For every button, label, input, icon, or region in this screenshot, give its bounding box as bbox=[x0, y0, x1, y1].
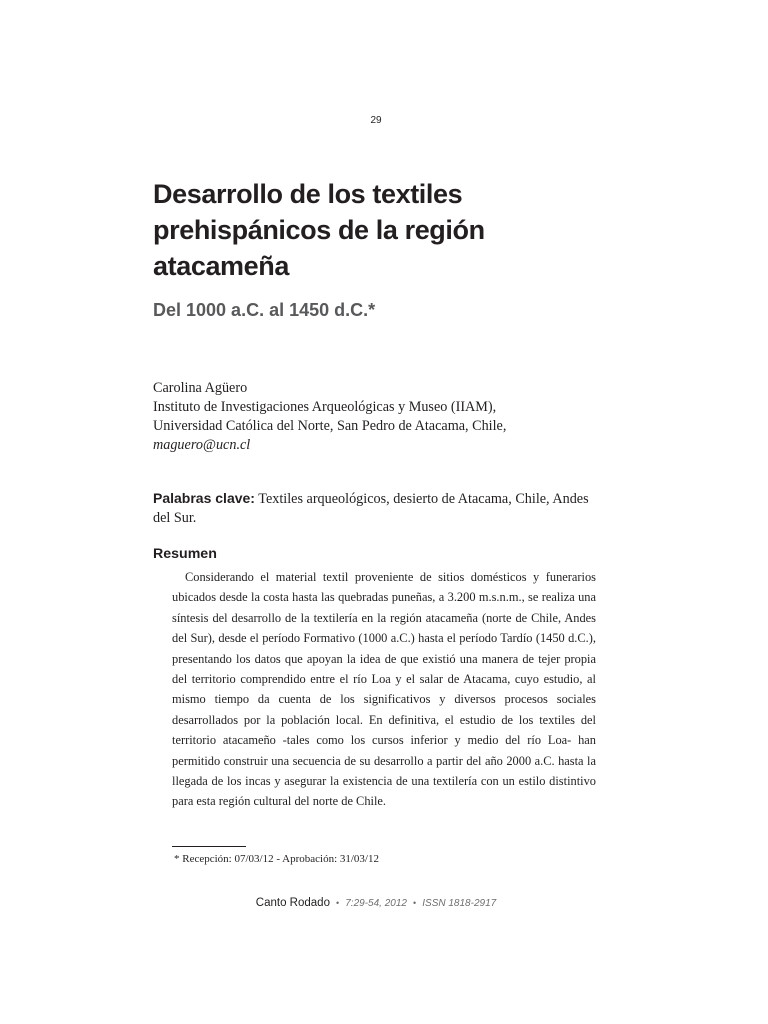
author-affiliation: Instituto de Investigaciones Arqueológicas y Museo (IIAM), bbox=[153, 399, 497, 415]
page-number: 29 bbox=[370, 115, 382, 126]
footnote-divider bbox=[172, 846, 246, 847]
author-block bbox=[153, 379, 613, 455]
footnote: * Recepción: 07/03/12 - Aprobación: 31/03/12 bbox=[174, 853, 379, 865]
abstract-body: Considerando el material textil proveniente de sitios domésticos y funerarios ubicados desde la costa hasta las quebradas puneñas, a 3.200 m.s.n.m., se realiza una síntesis del desarrollo de la textilería en la región atacameña (norte de Chile, Andes del Sur), desde el período Formativo (1000 a.C.) hasta el período Tardío (1450 d.C.), presentando los datos que apoyan la idea de que existió una manera de tejer propia del territorio comprendido entre el río Loa y el salar de Atacama, cuyo estudio, al mismo tiempo da cuenta de los significativos y diversos procesos sociales desarrollados por la población local. En definitiva, el estudio de los textiles del territorio atacameño -tales como los cursos inferior y medio del río Loa- han permitido construir una secuencia de su desarrollo a partir del año 2000 a.C. hasta la llegada de los incas y asegurar la existencia de una textilería con un estilo distintivo para esta región cultural del norte de Chile. bbox=[172, 570, 596, 809]
article-subtitle: Del 1000 a.C. al 1450 d.C.* bbox=[153, 300, 376, 320]
keywords-label: Palabras clave: bbox=[153, 490, 255, 506]
article-title bbox=[153, 176, 613, 284]
keywords-block bbox=[153, 489, 603, 528]
journal-footer bbox=[0, 897, 752, 909]
journal-issn: ISSN 1818-2917 bbox=[422, 898, 497, 909]
keywords-text: Textiles arqueológicos, desierto de Atacama, Chile, Andes del Sur. bbox=[153, 491, 589, 526]
journal-name: Canto Rodado bbox=[255, 897, 330, 909]
article-title-line: prehispánicos de la región bbox=[153, 215, 485, 245]
footer-separator: • bbox=[413, 898, 417, 908]
footer-separator: • bbox=[336, 898, 340, 908]
author-name: Carolina Agüero bbox=[153, 380, 248, 396]
article-title-line: atacameña bbox=[153, 251, 289, 281]
abstract-heading: Resumen bbox=[153, 546, 217, 562]
author-email[interactable]: maguero@ucn.cl bbox=[153, 437, 251, 453]
journal-volume-pages: 7:29-54, 2012 bbox=[345, 898, 407, 909]
article-title-line: Desarrollo de los textiles bbox=[153, 179, 463, 209]
author-affiliation: Universidad Católica del Norte, San Pedro de Atacama, Chile, bbox=[153, 418, 507, 434]
